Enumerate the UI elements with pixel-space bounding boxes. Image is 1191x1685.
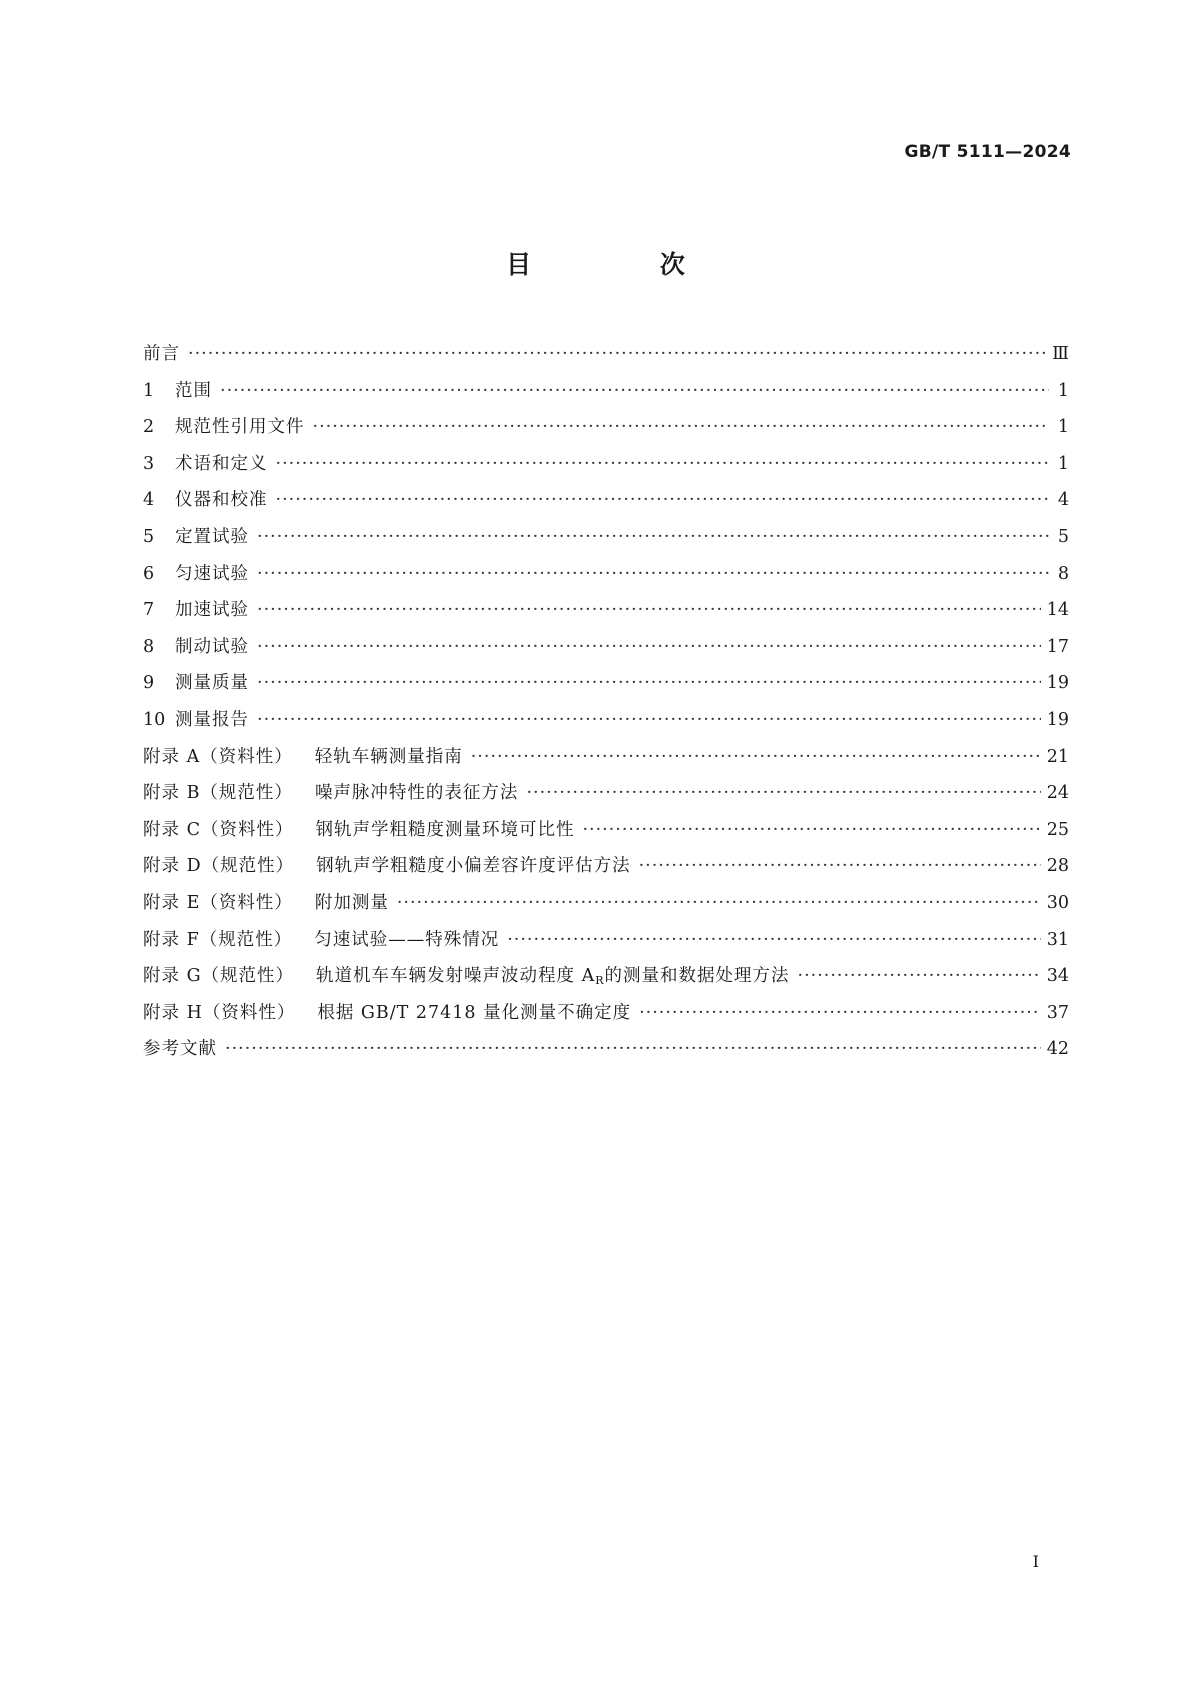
toc-entry-5[interactable] bbox=[143, 523, 1069, 560]
toc-leader-dots bbox=[798, 966, 1041, 986]
toc-entry-page: 8 bbox=[1057, 563, 1069, 584]
toc-entry-label: 5 定置试验 bbox=[143, 526, 249, 547]
toc-entry-label: 1 范围 bbox=[143, 380, 212, 401]
toc-entry-9[interactable] bbox=[143, 669, 1069, 706]
table-of-contents bbox=[143, 340, 1069, 1072]
toc-entry-page: 34 bbox=[1046, 966, 1069, 987]
toc-leader-dots bbox=[257, 710, 1041, 730]
toc-entry-page: Ⅲ bbox=[1052, 344, 1069, 364]
toc-entry-page: 21 bbox=[1046, 746, 1069, 767]
toc-leader-dots bbox=[639, 1003, 1041, 1023]
toc-entry-page: 19 bbox=[1046, 673, 1069, 694]
toc-entry-annex-a[interactable] bbox=[143, 743, 1069, 780]
toc-entry-8[interactable] bbox=[143, 633, 1069, 670]
toc-entry-foreword[interactable] bbox=[143, 340, 1069, 377]
toc-entry-page: 4 bbox=[1057, 490, 1069, 511]
toc-entry-2[interactable] bbox=[143, 413, 1069, 450]
toc-entry-label: 参考文献 bbox=[143, 1039, 217, 1060]
toc-entry-annex-c[interactable] bbox=[143, 816, 1069, 853]
toc-leader-dots bbox=[507, 930, 1041, 950]
toc-entry-label: 附录 E（资料性） 附加测量 bbox=[143, 892, 389, 913]
toc-entry-annex-g[interactable] bbox=[143, 962, 1069, 999]
toc-entry-page: 1 bbox=[1057, 417, 1069, 438]
toc-entry-3[interactable] bbox=[143, 450, 1069, 487]
toc-entry-page: 37 bbox=[1046, 1002, 1069, 1023]
toc-leader-dots bbox=[220, 381, 1049, 401]
toc-leader-dots bbox=[257, 673, 1041, 693]
toc-entry-label: 9 测量质量 bbox=[143, 673, 249, 694]
toc-entry-annex-d[interactable] bbox=[143, 852, 1069, 889]
toc-entry-page: 42 bbox=[1046, 1039, 1069, 1060]
toc-leader-dots bbox=[526, 783, 1040, 803]
toc-leader-dots bbox=[397, 893, 1041, 913]
toc-entry-6[interactable] bbox=[143, 560, 1069, 597]
toc-entry-10[interactable] bbox=[143, 706, 1069, 743]
toc-entry-page: 28 bbox=[1046, 856, 1069, 877]
toc-entry-annex-f[interactable] bbox=[143, 926, 1069, 963]
page-number: Ⅰ bbox=[1032, 1552, 1039, 1571]
toc-leader-dots bbox=[257, 600, 1041, 620]
toc-entry-annex-e[interactable] bbox=[143, 889, 1069, 926]
page-title: 目 次 bbox=[506, 250, 745, 279]
toc-entry-1[interactable] bbox=[143, 377, 1069, 414]
toc-leader-dots bbox=[639, 856, 1041, 876]
toc-entry-page: 17 bbox=[1046, 636, 1069, 657]
subscript: R bbox=[595, 974, 605, 988]
toc-entry-bibliography[interactable] bbox=[143, 1035, 1069, 1072]
toc-leader-dots bbox=[257, 564, 1049, 584]
toc-entry-label: 附录 B（规范性） 噪声脉冲特性的表征方法 bbox=[143, 783, 519, 804]
toc-entry-label: 10 测量报告 bbox=[143, 709, 249, 730]
toc-leader-dots bbox=[225, 1039, 1041, 1059]
toc-leader-dots bbox=[188, 344, 1046, 364]
toc-leader-dots bbox=[313, 417, 1050, 437]
toc-entry-page: 1 bbox=[1057, 380, 1069, 401]
toc-entry-label: 2 规范性引用文件 bbox=[143, 417, 305, 438]
toc-entry-7[interactable] bbox=[143, 596, 1069, 633]
toc-entry-label: 附录 F（规范性） 匀速试验——特殊情况 bbox=[143, 929, 500, 950]
toc-entry-page: 1 bbox=[1057, 453, 1069, 474]
toc-entry-label: 附录 C（资料性） 钢轨声学粗糙度测量环境可比性 bbox=[143, 819, 575, 840]
toc-entry-annex-b[interactable] bbox=[143, 779, 1069, 816]
toc-entry-label: 附录 G（规范性） 轨道机车车辆发射噪声波动程度 $A_R$的测量和数据处理方法 bbox=[143, 966, 790, 988]
toc-entry-label: 附录 H（资料性） 根据 GB/T 27418 量化测量不确定度 bbox=[143, 1002, 632, 1023]
toc-leader-dots bbox=[257, 527, 1049, 547]
toc-entry-annex-h[interactable] bbox=[143, 999, 1069, 1036]
toc-entry-label: 附录 D（规范性） 钢轨声学粗糙度小偏差容许度评估方法 bbox=[143, 856, 631, 877]
toc-entry-label: 前言 bbox=[143, 344, 180, 364]
toc-entry-page: 30 bbox=[1046, 892, 1069, 913]
toc-leader-dots bbox=[276, 490, 1050, 510]
toc-entry-page: 5 bbox=[1057, 526, 1069, 547]
toc-entry-page: 25 bbox=[1046, 819, 1069, 840]
toc-entry-label: 附录 A（资料性） 轻轨车辆测量指南 bbox=[143, 746, 463, 767]
toc-entry-label: 8 制动试验 bbox=[143, 636, 249, 657]
toc-entry-label: 3 术语和定义 bbox=[143, 453, 268, 474]
toc-entry-label: 7 加速试验 bbox=[143, 600, 249, 621]
toc-entry-page: 14 bbox=[1046, 600, 1069, 621]
toc-leader-dots bbox=[471, 747, 1041, 767]
toc-entry-4[interactable] bbox=[143, 486, 1069, 523]
standard-number: GB/T 5111—2024 bbox=[904, 142, 1071, 162]
toc-leader-dots bbox=[276, 454, 1050, 474]
toc-entry-page: 19 bbox=[1046, 709, 1069, 730]
toc-leader-dots bbox=[257, 637, 1041, 657]
toc-entry-page: 24 bbox=[1046, 783, 1069, 804]
toc-leader-dots bbox=[582, 820, 1040, 840]
toc-entry-page: 31 bbox=[1046, 929, 1069, 950]
toc-entry-label: 4 仪器和校准 bbox=[143, 490, 268, 511]
toc-entry-label: 6 匀速试验 bbox=[143, 563, 249, 584]
